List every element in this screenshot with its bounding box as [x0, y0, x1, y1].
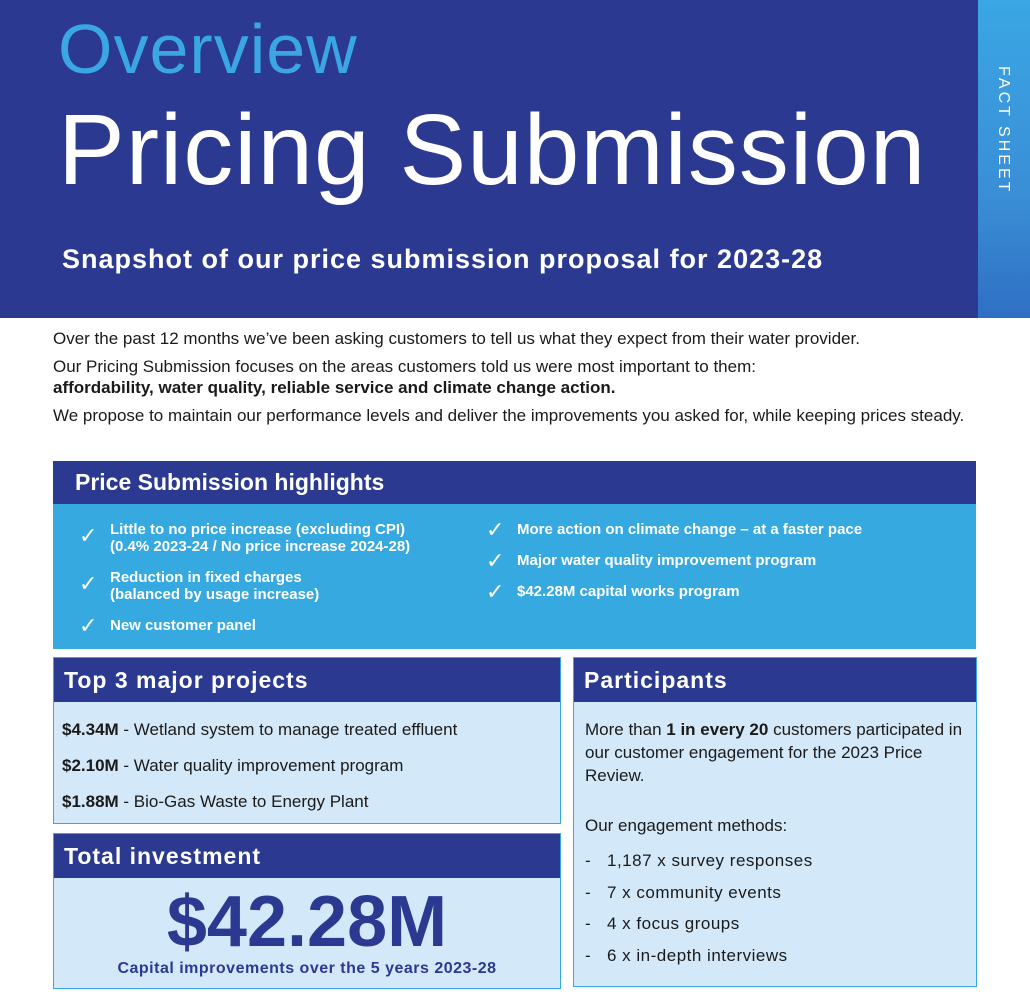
- method-text: 4 x focus groups: [607, 914, 740, 933]
- highlight-item: [53, 569, 483, 603]
- method-item: [585, 851, 813, 871]
- project-item: [62, 756, 403, 776]
- project-item: [62, 720, 457, 740]
- intro-priorities: affordability, water quality, reliable service and climate change action.: [53, 378, 616, 397]
- participants-text-pre: More than: [585, 720, 667, 739]
- check-icon: ✓: [79, 613, 98, 638]
- highlight-item: [53, 613, 483, 638]
- method-text: 6 x in-depth interviews: [607, 946, 788, 965]
- projects-title: Top 3 major projects: [54, 658, 560, 702]
- project-desc: - Bio-Gas Waste to Energy Plant: [118, 792, 369, 811]
- project-item: [62, 792, 368, 812]
- fact-sheet-tab: [978, 0, 1030, 318]
- investment-title: Total investment: [54, 834, 560, 878]
- fact-sheet-label: FACT SHEET: [995, 66, 1012, 195]
- highlight-line-2: (balanced by usage increase): [110, 586, 320, 603]
- project-amount: $1.88M: [62, 792, 119, 811]
- highlights-left-column: [53, 517, 483, 638]
- page-title: Pricing Submission: [58, 94, 927, 206]
- dash-bullet: -: [585, 914, 592, 933]
- dash-bullet: -: [585, 851, 592, 870]
- highlight-line-1: Little to no price increase (excluding CPI): [110, 521, 406, 538]
- intro-paragraph-2: [53, 356, 1003, 398]
- investment-panel: [53, 833, 561, 989]
- method-item: [585, 883, 781, 903]
- project-desc: - Water quality improvement program: [118, 756, 404, 775]
- highlight-item: [460, 548, 960, 573]
- check-icon: ✓: [79, 523, 98, 548]
- highlight-line-1: Reduction in fixed charges: [110, 569, 302, 586]
- page-subtitle: Snapshot of our price submission proposal for 2023-28: [62, 244, 824, 274]
- participants-title: Participants: [574, 658, 976, 702]
- project-amount: $2.10M: [62, 756, 119, 775]
- investment-caption: Capital improvements over the 5 years 2023-28: [117, 960, 497, 977]
- participants-panel: [573, 657, 977, 987]
- check-icon: ✓: [79, 571, 98, 596]
- highlights-panel: [53, 461, 976, 649]
- method-item: [585, 946, 788, 966]
- highlight-line-1: New customer panel: [110, 617, 256, 634]
- participants-ratio: 1 in every 20: [666, 720, 769, 739]
- check-icon: ✓: [486, 548, 505, 573]
- project-amount: $4.34M: [62, 720, 119, 739]
- intro-paragraph-2-text: Our Pricing Submission focuses on the areas customers told us were most important to them:: [53, 357, 756, 376]
- check-icon: ✓: [486, 579, 505, 604]
- participants-text: [585, 718, 970, 787]
- highlight-item: [460, 579, 960, 604]
- highlight-item: [460, 517, 960, 542]
- header-banner: [0, 0, 978, 318]
- dash-bullet: -: [585, 946, 592, 965]
- project-desc: - Wetland system to manage treated effluent: [118, 720, 458, 739]
- intro-paragraph-3: We propose to maintain our performance levels and deliver the improvements you asked for, while keeping prices steady.: [53, 406, 965, 425]
- dash-bullet: -: [585, 883, 592, 902]
- method-text: 7 x community events: [607, 883, 782, 902]
- projects-panel: [53, 657, 561, 824]
- method-item: [585, 914, 740, 934]
- intro-text: [53, 328, 1003, 433]
- overview-label: Overview: [58, 10, 358, 88]
- investment-amount: $42.28M: [166, 882, 448, 962]
- highlights-right-column: [460, 517, 960, 604]
- highlight-line-2: (0.4% 2023-24 / No price increase 2024-28): [110, 538, 411, 555]
- check-icon: ✓: [486, 517, 505, 542]
- highlights-title: Price Submission highlights: [53, 461, 976, 504]
- highlight-line-1: Major water quality improvement program: [517, 552, 817, 569]
- highlight-line-1: $42.28M capital works program: [517, 583, 740, 600]
- method-text: 1,187 x survey responses: [607, 851, 813, 870]
- intro-paragraph-1: Over the past 12 months we’ve been asking customers to tell us what they expect from their water provider.: [53, 329, 860, 348]
- participants-text-post: customers participated in our customer engagement for the 2023 Price Review.: [585, 720, 963, 785]
- highlight-line-1: More action on climate change – at a faster pace: [517, 521, 863, 538]
- highlight-item: [53, 521, 483, 555]
- methods-title: Our engagement methods:: [585, 816, 788, 835]
